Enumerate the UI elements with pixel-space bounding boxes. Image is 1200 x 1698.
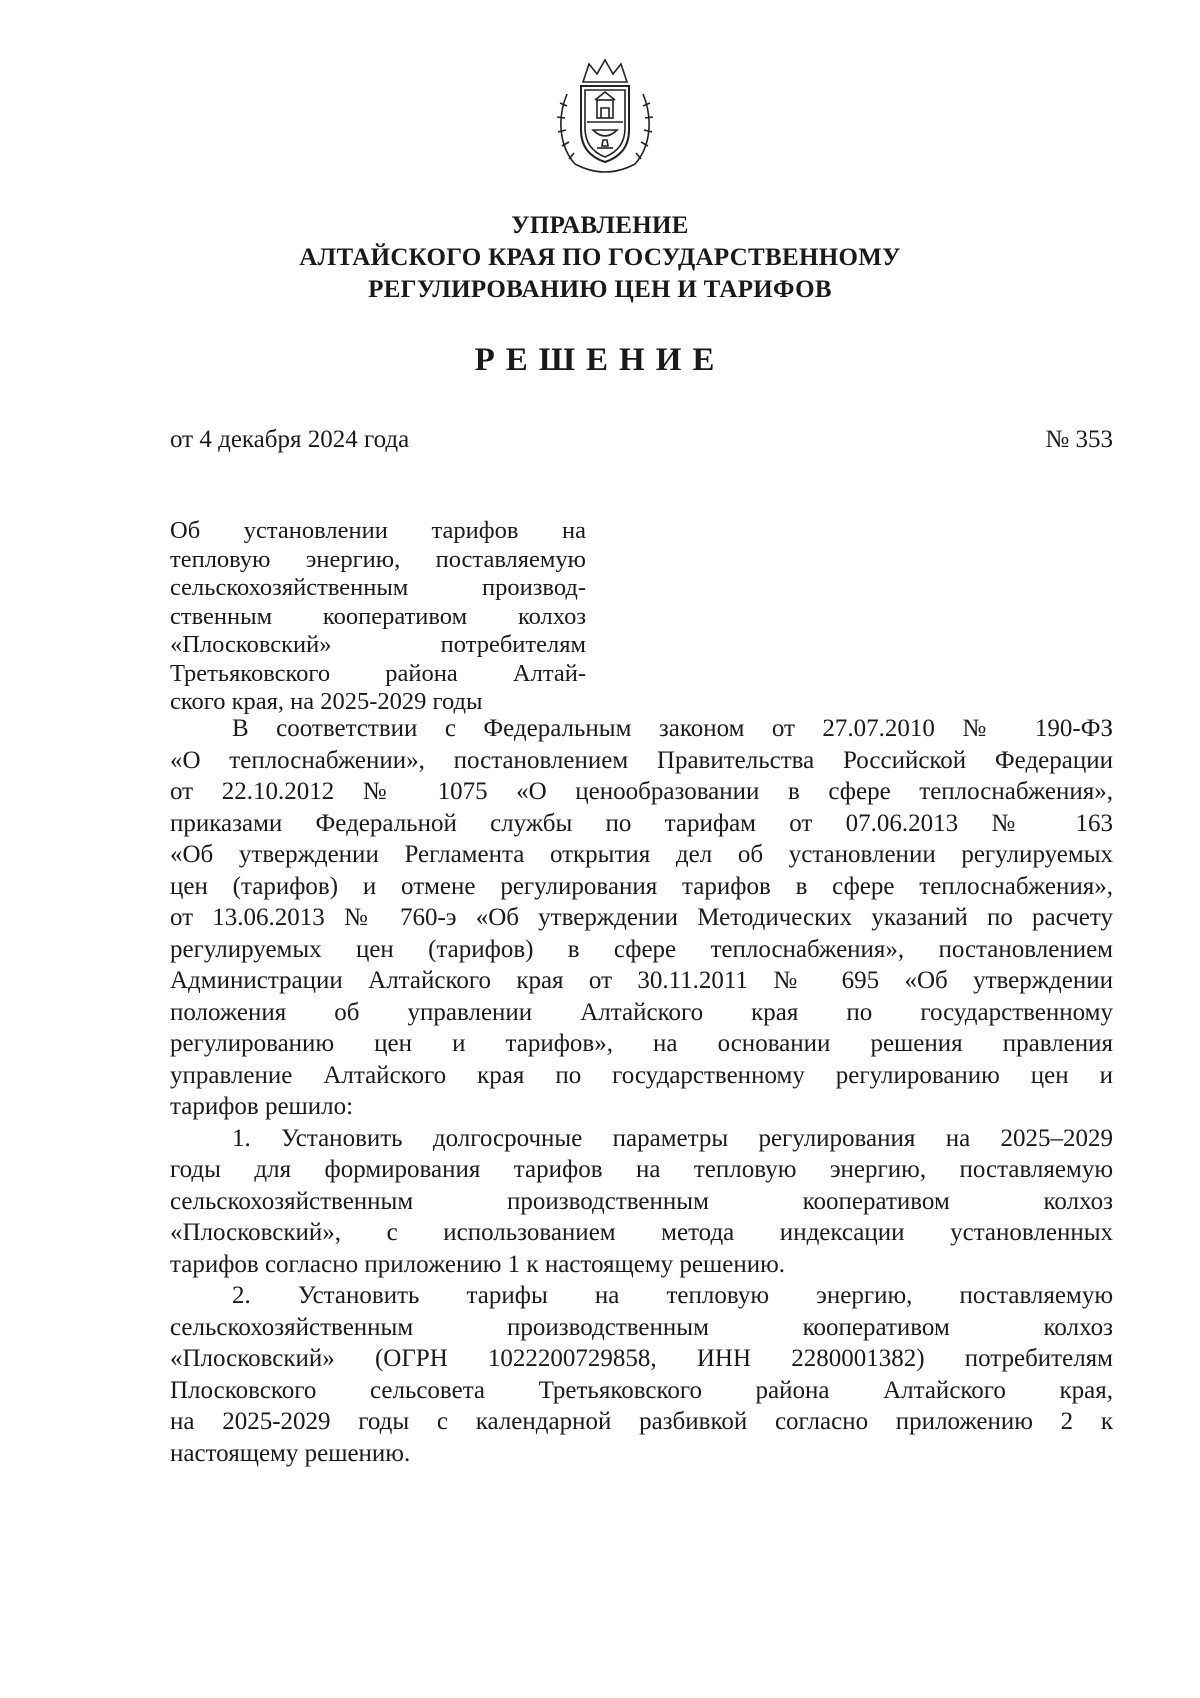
- body-line: тарифов согласно приложению 1 к настоящему решению.: [170, 1250, 786, 1278]
- subject-line: тепловую энергию, поставляемую: [170, 545, 586, 573]
- decision-body: [170, 713, 1113, 1469]
- document-type-title: РЕШЕНИЕ: [474, 342, 726, 378]
- body-line: регулируемых цен (тарифов) в сфере теплоснабжения», постановлением: [170, 935, 1113, 963]
- subject-line: ского края, на 2025-2029 годы: [170, 688, 483, 715]
- subject-line: Третьяковского района Алтай-: [170, 659, 586, 687]
- body-line: тарифов решило:: [170, 1093, 354, 1120]
- decision-item-1: [170, 1123, 1113, 1281]
- body-line: В соответствии с Федеральным законом от 27.07.2010 № 190-ФЗ: [232, 715, 1113, 742]
- body-line: сельскохозяйственным производственным кооперативом колхоз: [170, 1187, 1113, 1215]
- issuer-line-3: РЕГУЛИРОВАНИЮ ЦЕН И ТАРИФОВ: [368, 276, 832, 303]
- altai-krai-coat-of-arms-icon: [553, 56, 657, 184]
- body-line: 1. Установить долгосрочные параметры регулирования на 2025–2029: [232, 1124, 1113, 1152]
- issuer-header: [250, 210, 950, 306]
- body-line: сельскохозяйственным производственным кооперативом колхоз: [170, 1313, 1113, 1341]
- body-line: Администрации Алтайского края от 30.11.2011 № 695 «Об утверждении: [170, 967, 1113, 994]
- decision-item-2: [170, 1280, 1113, 1469]
- body-line: положения об управлении Алтайского края по государственному: [170, 998, 1113, 1026]
- body-line: «Плосковский» (ОГРН 1022200729858, ИНН 2280001382) потребителям: [170, 1345, 1113, 1372]
- body-line: настоящему решению.: [170, 1439, 411, 1467]
- body-line: регулированию цен и тарифов», на основании решения правления: [170, 1030, 1113, 1057]
- body-line: на 2025-2029 годы с календарной разбивкой согласно приложению 2 к: [170, 1408, 1113, 1435]
- subject-line: «Плосковский» потребителям: [170, 631, 586, 658]
- decision-date: от 4 декабря 2024 года: [170, 426, 410, 453]
- subject-line: сельскохозяйственным производ-: [170, 574, 586, 601]
- body-line: приказами Федеральной службы по тарифам от 07.06.2013 № 163: [170, 809, 1113, 837]
- issuer-line-1: УПРАВЛЕНИЕ: [511, 212, 689, 239]
- body-line: годы для формирования тарифов на тепловую энергию, поставляемую: [170, 1156, 1113, 1183]
- subject-line: ственным кооперативом колхоз: [170, 602, 586, 630]
- body-line: цен (тарифов) и отмене регулирования тарифов в сфере теплоснабжения»,: [170, 872, 1113, 900]
- decision-subject: [170, 517, 586, 717]
- subject-line: Об установлении тарифов на: [170, 517, 586, 544]
- body-line: 2. Установить тарифы на тепловую энергию, поставляемую: [232, 1282, 1113, 1309]
- preamble-paragraph: [170, 713, 1113, 1123]
- body-line: Плосковского сельсовета Третьяковского района Алтайского края,: [170, 1376, 1113, 1404]
- body-line: «О теплоснабжении», постановлением Правительства Российской Федерации: [170, 746, 1113, 774]
- body-line: управление Алтайского края по государственному регулированию цен и: [170, 1061, 1113, 1089]
- decision-number: № 353: [1045, 426, 1113, 453]
- issuer-line-2: АЛТАЙСКОГО КРАЯ ПО ГОСУДАРСТВЕННОМУ: [299, 244, 901, 271]
- body-line: от 13.06.2013 № 760-э «Об утверждении Методических указаний по расчету: [170, 904, 1113, 931]
- body-line: от 22.10.2012 № 1075 «О ценообразовании в сфере теплоснабжения»,: [170, 778, 1113, 805]
- body-line: «Плосковский», с использованием метода индексации установленных: [170, 1219, 1113, 1246]
- body-line: «Об утверждении Регламента открытия дел об установлении регулируемых: [170, 841, 1113, 868]
